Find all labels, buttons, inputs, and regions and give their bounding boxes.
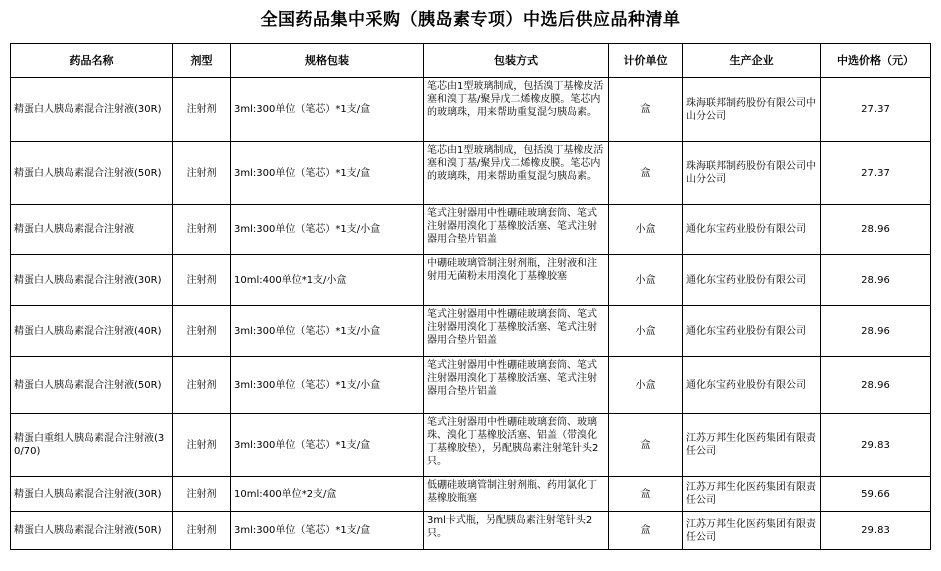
cell-dosage-form: 注射剂: [173, 306, 231, 357]
header-packaging: 包装方式: [424, 44, 609, 78]
cell-company: 通化东宝药业股份有限公司: [683, 357, 821, 414]
cell-drug-name: 精蛋白人胰岛素混合注射液(50R): [11, 357, 173, 414]
cell-company: 通化东宝药业股份有限公司: [683, 306, 821, 357]
cell-drug-name: 精蛋白人胰岛素混合注射液(30R): [11, 255, 173, 306]
cell-dosage-form: 注射剂: [173, 512, 231, 550]
cell-price: 28.96: [821, 205, 931, 255]
header-unit: 计价单位: [609, 44, 683, 78]
cell-drug-name: 精蛋白人胰岛素混合注射液(50R): [11, 512, 173, 550]
cell-dosage-form: 注射剂: [173, 142, 231, 205]
cell-drug-name: 精蛋白人胰岛素混合注射液(30R): [11, 78, 173, 142]
cell-company: 珠海联邦制药股份有限公司中山分公司: [683, 78, 821, 142]
cell-price: 27.37: [821, 78, 931, 142]
cell-drug-name: 精蛋白重组人胰岛素混合注射液(30/70): [11, 414, 173, 477]
supply-list-table: [10, 43, 931, 550]
header-price: 中选价格（元）: [821, 44, 931, 78]
cell-dosage-form: 注射剂: [173, 78, 231, 142]
cell-packaging: 笔芯由1型玻璃制成，包括溴丁基橡皮活塞和溴丁基/聚异戊二烯橡皮膜。笔芯内的玻璃珠，用来帮助重复混匀胰岛素。: [424, 78, 609, 142]
cell-unit: 盒: [609, 512, 683, 550]
cell-dosage-form: 注射剂: [173, 255, 231, 306]
header-drug-name: 药品名称: [11, 44, 173, 78]
table-row: [11, 512, 931, 550]
cell-unit: 盒: [609, 477, 683, 512]
cell-spec: 10ml:400单位*1支/小盒: [231, 255, 424, 306]
table-row: [11, 477, 931, 512]
cell-unit: 小盒: [609, 255, 683, 306]
table-row: [11, 306, 931, 357]
cell-spec: 3ml:300单位（笔芯）*1支/盒: [231, 142, 424, 205]
cell-packaging: 笔芯由1型玻璃制成，包括溴丁基橡皮活塞和溴丁基/聚异戊二烯橡皮膜。笔芯内的玻璃珠，用来帮助重复混匀胰岛素。: [424, 142, 609, 205]
cell-spec: 3ml:300单位（笔芯）*1支/盒: [231, 512, 424, 550]
cell-unit: 小盒: [609, 205, 683, 255]
cell-price: 29.83: [821, 512, 931, 550]
document-title: 全国药品集中采购（胰岛素专项）中选后供应品种清单: [260, 10, 681, 30]
cell-packaging: 笔式注射器用中性硼硅玻璃套筒、玻璃珠、溴化丁基橡胶活塞、铝盖（带溴化丁基橡胶垫），另配胰岛素注射笔针头2只。: [424, 414, 609, 477]
cell-packaging: 笔式注射器用中性硼硅玻璃套筒、笔式注射器用溴化丁基橡胶活塞、笔式注射器用合垫片铝盖: [424, 357, 609, 414]
cell-company: 通化东宝药业股份有限公司: [683, 255, 821, 306]
header-company: 生产企业: [683, 44, 821, 78]
table-row: [11, 255, 931, 306]
cell-unit: 小盒: [609, 357, 683, 414]
cell-company: 珠海联邦制药股份有限公司中山分公司: [683, 142, 821, 205]
cell-spec: 3ml:300单位（笔芯）*1支/小盒: [231, 205, 424, 255]
cell-dosage-form: 注射剂: [173, 477, 231, 512]
cell-drug-name: 精蛋白人胰岛素混合注射液(30R): [11, 477, 173, 512]
cell-price: 27.37: [821, 142, 931, 205]
header-spec: 规格包装: [231, 44, 424, 78]
cell-spec: 3ml:300单位（笔芯）*1支/小盒: [231, 357, 424, 414]
table-row: [11, 142, 931, 205]
cell-drug-name: 精蛋白人胰岛素混合注射液: [11, 205, 173, 255]
cell-dosage-form: 注射剂: [173, 414, 231, 477]
cell-spec: 10ml:400单位*2支/盒: [231, 477, 424, 512]
cell-drug-name: 精蛋白人胰岛素混合注射液(40R): [11, 306, 173, 357]
cell-price: 28.96: [821, 357, 931, 414]
table-row: [11, 205, 931, 255]
cell-drug-name: 精蛋白人胰岛素混合注射液(50R): [11, 142, 173, 205]
cell-company: 江苏万邦生化医药集团有限责任公司: [683, 414, 821, 477]
cell-unit: 盒: [609, 78, 683, 142]
cell-price: 28.96: [821, 306, 931, 357]
cell-packaging: 笔式注射器用中性硼硅玻璃套筒、笔式注射器用溴化丁基橡胶活塞、笔式注射器用合垫片铝盖: [424, 306, 609, 357]
cell-packaging: 中硼硅玻璃管制注射剂瓶，注射液和注射用无菌粉末用溴化丁基橡胶塞: [424, 255, 609, 306]
header-dosage-form: 剂型: [173, 44, 231, 78]
cell-spec: 3ml:300单位（笔芯）*1支/盒: [231, 78, 424, 142]
table-row: [11, 357, 931, 414]
cell-spec: 3ml:300单位（笔芯）*1支/小盒: [231, 306, 424, 357]
cell-unit: 小盒: [609, 306, 683, 357]
cell-unit: 盒: [609, 142, 683, 205]
cell-packaging: 低硼硅玻璃管制注射剂瓶、药用氯化丁基橡胶瓶塞: [424, 477, 609, 512]
cell-spec: 3ml:300单位（笔芯）*1支/盒: [231, 414, 424, 477]
cell-price: 28.96: [821, 255, 931, 306]
cell-company: 江苏万邦生化医药集团有限责任公司: [683, 477, 821, 512]
cell-packaging: 3ml卡式瓶，另配胰岛素注射笔针头2只。: [424, 512, 609, 550]
cell-price: 59.66: [821, 477, 931, 512]
cell-packaging: 笔式注射器用中性硼硅玻璃套筒、笔式注射器用溴化丁基橡胶活塞、笔式注射器用合垫片铝盖: [424, 205, 609, 255]
cell-dosage-form: 注射剂: [173, 357, 231, 414]
cell-price: 29.83: [821, 414, 931, 477]
cell-unit: 盒: [609, 414, 683, 477]
table-row: [11, 78, 931, 142]
table-header-row: [11, 44, 931, 78]
cell-company: 通化东宝药业股份有限公司: [683, 205, 821, 255]
table-row: [11, 414, 931, 477]
cell-company: 江苏万邦生化医药集团有限责任公司: [683, 512, 821, 550]
cell-dosage-form: 注射剂: [173, 205, 231, 255]
